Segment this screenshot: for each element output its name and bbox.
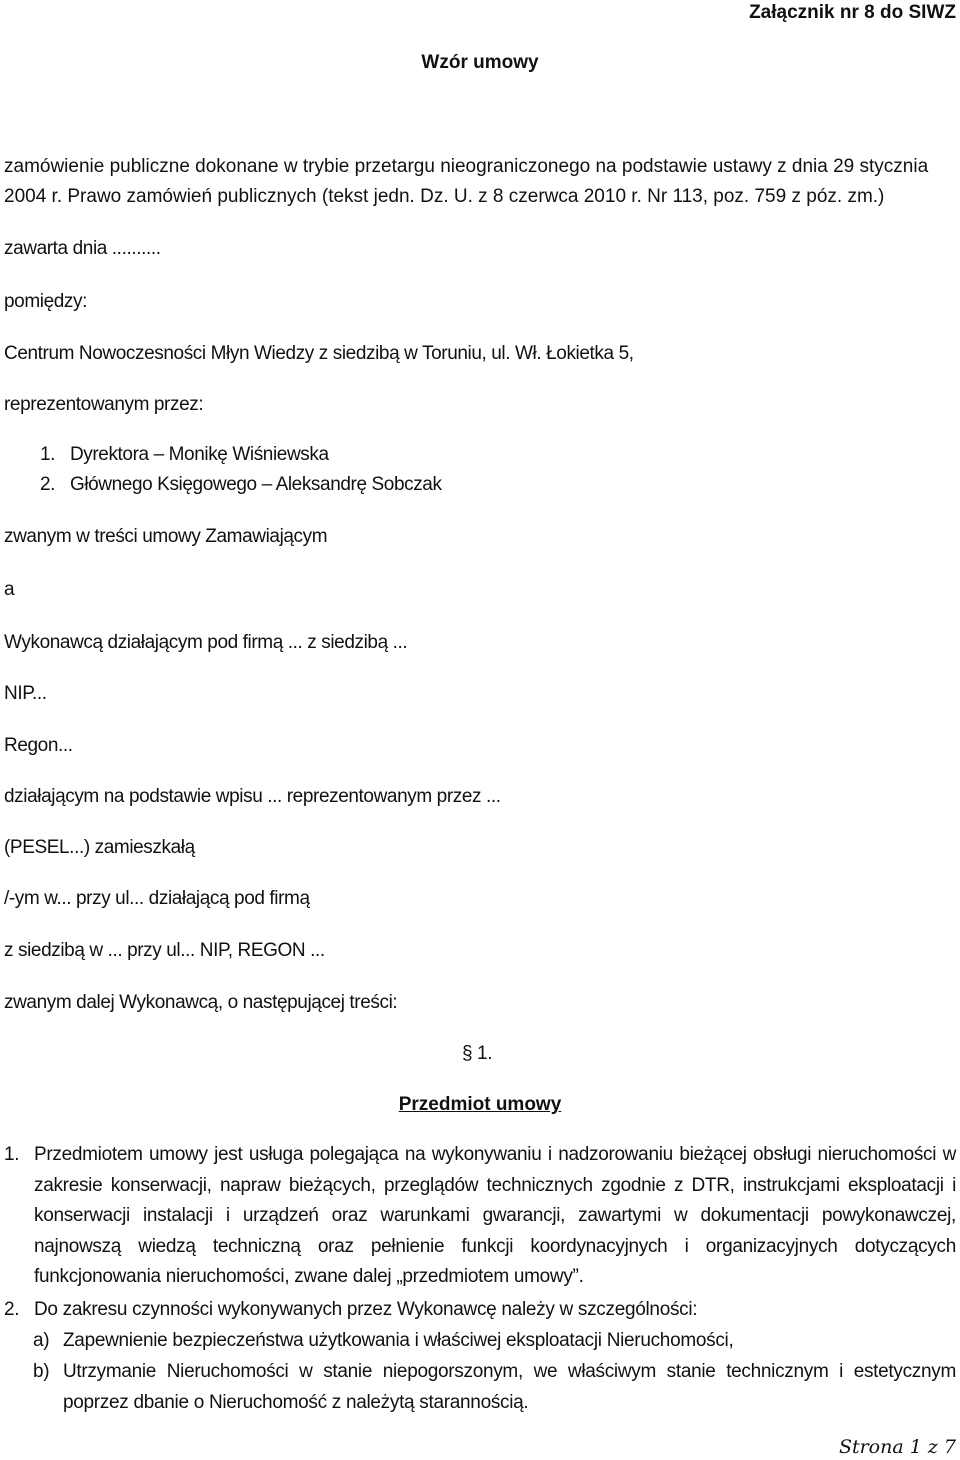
section-point [4,1140,956,1293]
point-num: 1. [4,1144,20,1165]
legal-basis-text: zamówienie publiczne dokonane w trybie przetargu nieograniczonego na podstawie ustawy z dnia 29 stycznia 2004 r. Prawo zamówień publicznych (tekst jedn. Dz. U. z 8 czerwca 2010 r. Nr 113, poz. 759 z póz. zm.) [4,156,929,207]
representative-num: 2. [40,474,56,495]
representative-item [40,474,442,496]
representative-text: Dyrektora – Monikę Wiśniewska [69,444,329,465]
contractor-residence: /-ym w... przy ul... działającą pod firmą [4,888,310,909]
point-num: 2. [4,1299,20,1320]
party1-text: Centrum Nowoczesności Młyn Wiedzy z siedzibą w Toruniu, ul. Wł. Łokietka 5, [4,343,634,364]
point-text: Przedmiotem umowy jest usługa polegająca na wykonywaniu i nadzorowaniu bieżącej obsługi nieruchomości w zakresie konserwacji, napraw bieżących, przeglądów technicznych zgodnie z DTR, instrukcjami eksploatacji i konserwacji instalacji i urządzeń oraz warunkami gwarancji, zawartymi w dokumentacji powykonawczej, najnowszą wiedzą techniczną oraz pełnienie funkcji koordynacyjnych i organizacyjnych dotyczących funkcjonowania nieruchomości, zwane dalej „przedmiotem umowy”. [34,1144,956,1287]
contractor-regon: Regon... [4,735,73,756]
contractor-clause: zwanym dalej Wykonawcą, o następującej treści: [4,992,398,1013]
subpoint [33,1326,956,1357]
subpoint-text: Utrzymanie Nieruchomości w stanie niepogorszonym, we właściwym stanie technicznym i estetycznym poprzez dbanie o Nieruchomość z należytą starannością. [63,1361,956,1413]
contractor-nip: NIP... [4,683,47,704]
employer-clause: zwanym w treści umowy Zamawiającym [4,526,328,547]
date-line: zawarta dnia .......... [4,238,161,259]
section-point [4,1295,956,1326]
section-symbol: § 1. [462,1043,493,1064]
contractor-line: Wykonawcą działającym pod firmą ... z siedzibą ... [4,632,408,653]
attachment-label: Załącznik nr 8 do SIWZ [749,2,956,23]
document-title: Wzór umowy [421,52,539,73]
contractor-pesel: (PESEL...) zamieszkałą [4,837,195,858]
representative-text: Głównego Księgowego – Aleksandrę Sobczak [69,474,442,495]
point-text: Do zakresu czynności wykonywanych przez Wykonawcę należy w szczególności: [34,1299,698,1320]
subpoint-letter: b) [33,1361,50,1382]
subpoint-letter: a) [33,1330,50,1351]
section-heading: Przedmiot umowy [398,1094,562,1115]
subpoint [33,1357,956,1418]
subpoint-text: Zapewnienie bezpieczeństwa użytkowania i właściwej eksploatacji Nieruchomości, [63,1330,734,1351]
representative-num: 1. [40,444,56,465]
between-label: pomiędzy: [4,291,87,312]
contractor-entry: działającym na podstawie wpisu ... reprezentowanym przez ... [4,786,501,807]
and-word: a [4,579,15,600]
represented-by-label: reprezentowanym przez: [4,394,204,415]
representative-item [40,444,329,466]
contractor-seat: z siedzibą w ... przy ul... NIP, REGON ... [4,940,325,961]
page-number: Strona 1 z 7 [838,1436,956,1458]
